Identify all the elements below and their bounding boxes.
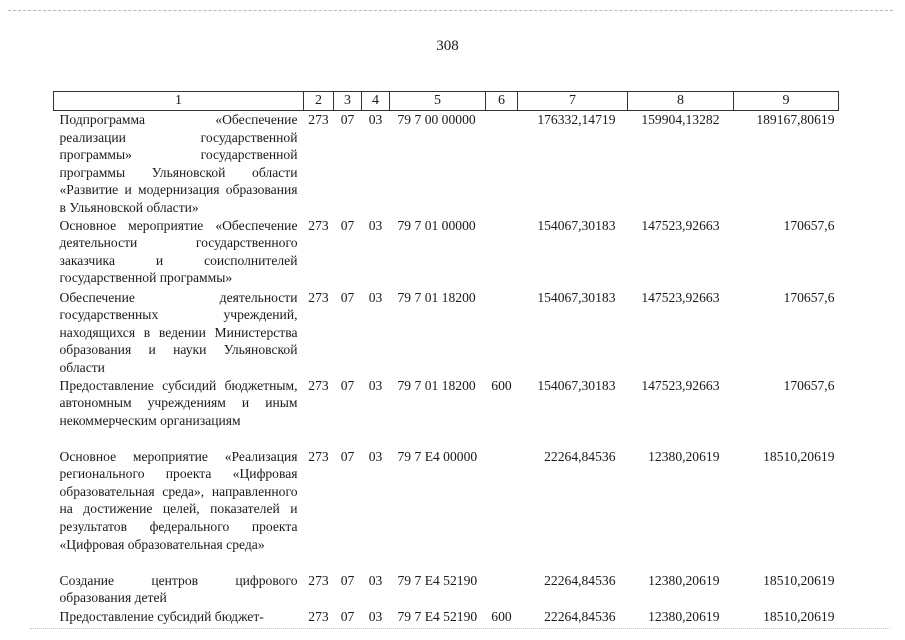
- row-col-7: 22264,84536: [544, 448, 616, 464]
- row-col-3: 07: [340, 448, 355, 464]
- row-col-9: 18510,20619: [763, 572, 835, 588]
- row-col-5: 79 7 01 00000: [397, 217, 476, 233]
- row-col-2: 273: [308, 572, 329, 588]
- table-row: [54, 111, 839, 217]
- row-col-4: 03: [368, 377, 383, 393]
- row-col-5: 79 7 00 00000: [397, 112, 476, 127]
- row-col-7: 154067,30183: [537, 377, 616, 393]
- row-description: Подпрограмма «Обеспечение реализации государственной программы» государственной программы Ульяновской области «Развитие и модернизация образования в Ульяновской области»: [59, 112, 298, 215]
- row-col-6: [486, 111, 518, 217]
- row-col-2: 273: [308, 608, 329, 624]
- row-col-7: 22264,84536: [544, 572, 616, 588]
- row-col-3: 07: [340, 377, 355, 393]
- row-col-8: 159904,13282: [641, 112, 720, 127]
- row-col-5: 79 7 01 18200: [397, 377, 476, 393]
- row-description: Основное мероприятие «Реализация регионального проекта «Цифровая образовательная среда», направленного на достижение целей, показателей и результатов федерального проекта «Цифровая образовательная среда»: [59, 448, 298, 552]
- row-col-9: 170657,6: [783, 289, 835, 305]
- row-col-3: 07: [340, 289, 355, 305]
- row-col-8: 12380,20619: [648, 608, 720, 624]
- row-description: Создание центров цифрового образования детей: [59, 572, 298, 606]
- row-col-7: 154067,30183: [537, 289, 616, 305]
- row-col-4: 03: [368, 448, 383, 464]
- column-header-2: 2: [304, 92, 334, 111]
- row-col-9: 18510,20619: [763, 608, 835, 624]
- column-header-6: 6: [486, 92, 518, 111]
- column-header-7: 7: [518, 92, 628, 111]
- table-header-row: [54, 92, 839, 111]
- column-header-5: 5: [390, 92, 486, 111]
- row-col-8: 147523,92663: [641, 217, 720, 233]
- row-col-9: 170657,6: [783, 377, 835, 393]
- row-col-6: [486, 289, 518, 377]
- row-col-2: 273: [308, 217, 329, 233]
- row-col-3: 07: [340, 572, 355, 588]
- row-col-3: 07: [340, 217, 355, 233]
- column-header-9: 9: [734, 92, 839, 111]
- row-col-4: 03: [368, 608, 383, 624]
- row-col-9: 18510,20619: [763, 448, 835, 464]
- scan-edge-bottom: [30, 628, 890, 629]
- row-description: Предоставление субсидий бюджетным, автономным учреждениям и иным некоммерческим организациям: [59, 377, 298, 428]
- row-col-8: 12380,20619: [648, 572, 720, 588]
- row-col-3: 07: [340, 112, 355, 127]
- row-description: Предоставление субсидий бюджет-: [59, 608, 264, 624]
- row-col-7: 22264,84536: [544, 608, 616, 624]
- table-row: [54, 289, 839, 377]
- row-col-6: [486, 448, 518, 572]
- table-row: [54, 572, 839, 608]
- row-col-2: 273: [308, 448, 329, 464]
- row-col-5: 79 7 E4 52190: [397, 572, 478, 588]
- row-col-8: 147523,92663: [641, 377, 720, 393]
- row-col-7: 176332,14719: [537, 112, 616, 127]
- column-header-4: 4: [362, 92, 390, 111]
- budget-table: [53, 91, 839, 626]
- row-col-6: [486, 572, 518, 608]
- row-col-9: 170657,6: [783, 217, 835, 233]
- row-col-4: 03: [368, 572, 383, 588]
- row-col-4: 03: [368, 217, 383, 233]
- table-row: [54, 448, 839, 572]
- row-description: Основное мероприятие «Обеспечение деятельности государственного заказчика и соисполнителей государственной программы»: [59, 217, 298, 286]
- scan-edge-top: [8, 10, 893, 11]
- row-col-2: 273: [308, 112, 329, 127]
- row-col-5: 79 7 01 18200: [397, 289, 476, 305]
- row-col-2: 273: [308, 377, 329, 393]
- row-col-9: 189167,80619: [756, 112, 835, 127]
- column-header-3: 3: [334, 92, 362, 111]
- row-col-4: 03: [368, 112, 383, 127]
- row-col-4: 03: [368, 289, 383, 305]
- row-col-6: 600: [491, 377, 512, 393]
- column-header-1: 1: [54, 92, 304, 111]
- row-col-5: 79 7 E4 00000: [397, 448, 478, 464]
- row-col-2: 273: [308, 289, 329, 305]
- page-number: 308: [436, 38, 459, 54]
- row-col-8: 147523,92663: [641, 289, 720, 305]
- row-col-8: 12380,20619: [648, 448, 720, 464]
- row-col-6: 600: [491, 608, 512, 624]
- table-row: [54, 217, 839, 289]
- column-header-8: 8: [628, 92, 734, 111]
- table-row: [54, 608, 839, 626]
- row-col-5: 79 7 E4 52190: [397, 608, 478, 624]
- row-description: Обеспечение деятельности государственных учреждений, находящихся в ведении Министерства образования и науки Ульяновской области: [59, 289, 298, 375]
- row-col-3: 07: [340, 608, 355, 624]
- row-col-6: [486, 217, 518, 289]
- row-col-7: 154067,30183: [537, 217, 616, 233]
- table-row: [54, 377, 839, 448]
